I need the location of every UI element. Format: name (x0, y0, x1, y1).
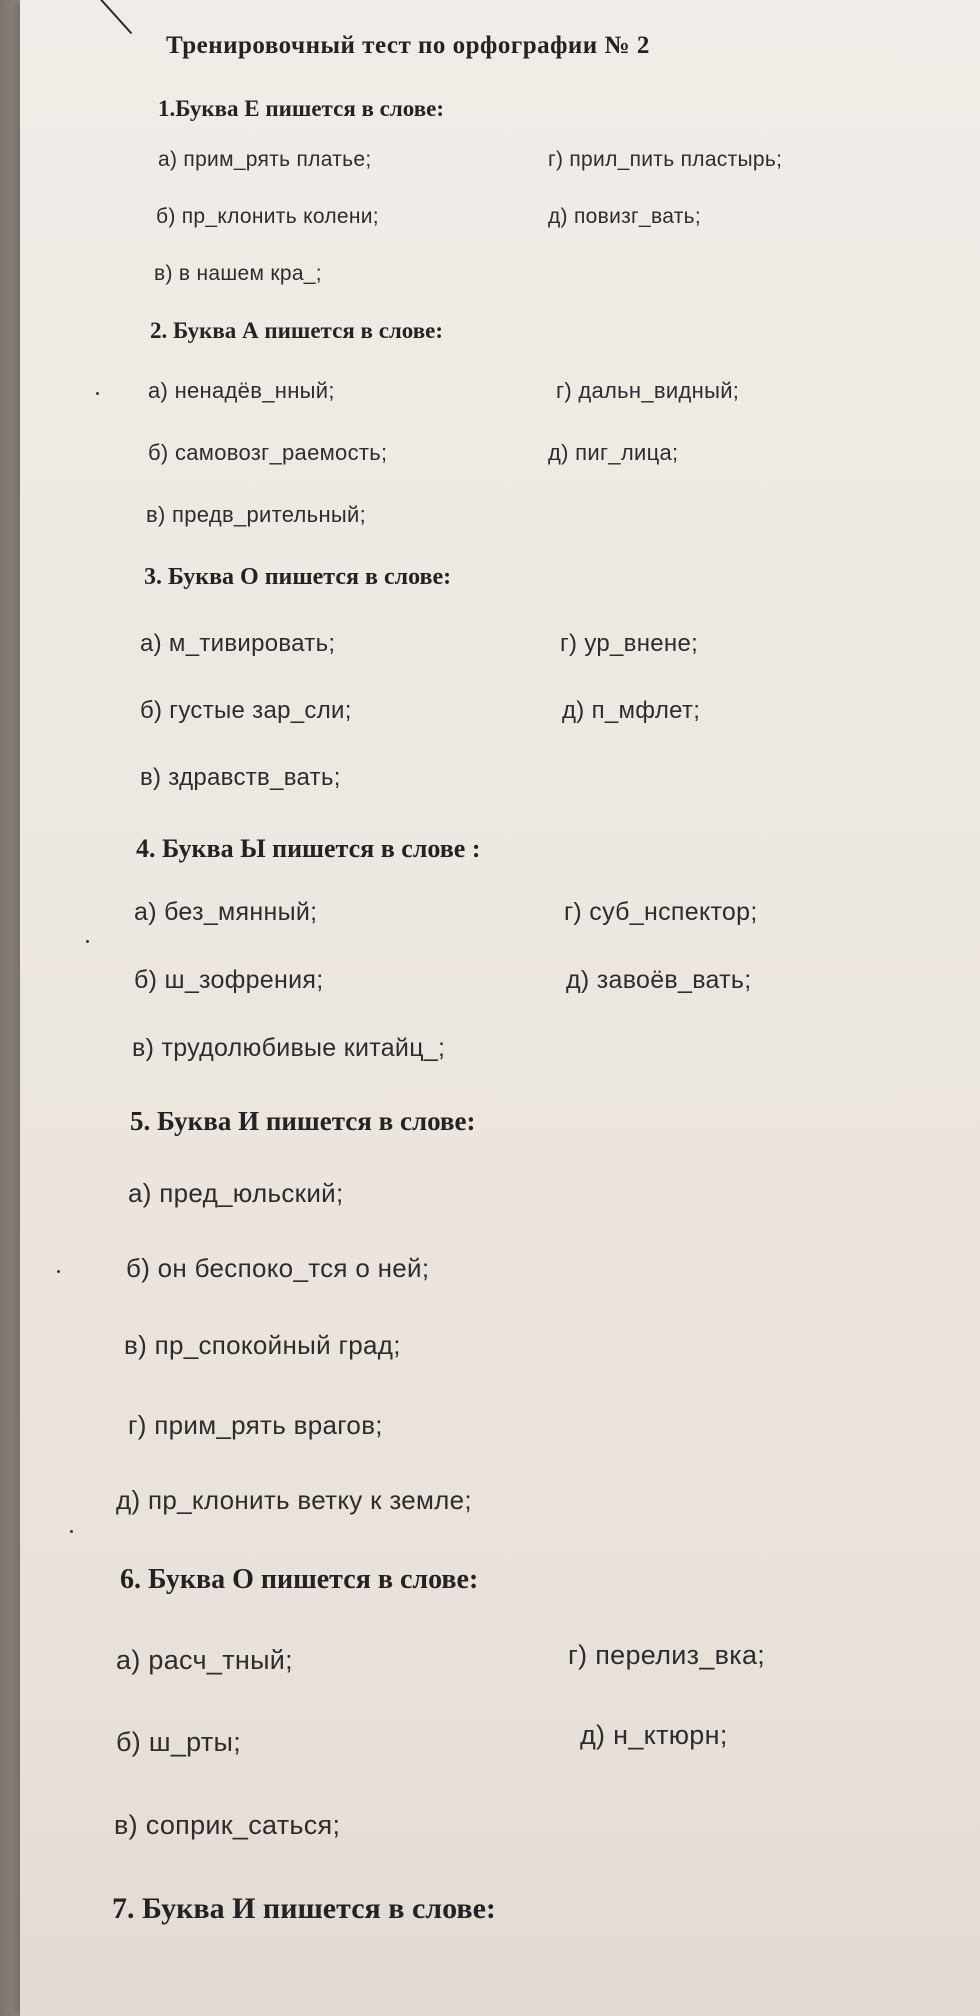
paper-sheet (20, 0, 980, 2016)
q2-option-g: г) дальн_видный; (556, 378, 740, 403)
q3-option-v: в) здравств_вать; (140, 764, 341, 791)
q6-option-a: а) расч_тный; (116, 1645, 293, 1675)
q1-option-v: в) в нашем кра_; (154, 262, 322, 285)
q4-option-b: б) ш_зофрения; (134, 966, 324, 994)
question-7-heading: 7. Буква И пишется в слове: (112, 1892, 496, 1925)
q1-option-d: д) повизг_вать; (548, 205, 702, 228)
q5-option-d: д) пр_клонить ветку к земле; (116, 1485, 472, 1515)
question-5-heading: 5. Буква И пишется в слове: (130, 1106, 476, 1136)
q2-option-v: в) предв_рительный; (146, 502, 367, 527)
question-2-heading: 2. Буква А пишется в слове: (150, 318, 444, 343)
q6-option-d: д) н_ктюрн; (580, 1720, 728, 1750)
question-1-heading: 1.Буква Е пишется в слове: (158, 96, 445, 121)
speck (96, 392, 99, 395)
q5-option-v: в) пр_спокойный град; (124, 1330, 401, 1360)
q3-option-a: а) м_тивировать; (140, 630, 336, 657)
q5-option-g: г) прим_рять врагов; (128, 1410, 383, 1440)
q1-option-g: г) прил_пить пластырь; (548, 148, 783, 171)
question-6-heading: 6. Буква О пишется в слове: (120, 1564, 479, 1595)
q3-option-d: д) п_мфлет; (562, 697, 701, 724)
q3-option-b: б) густые зар_сли; (140, 697, 352, 724)
q2-option-a: а) ненадёв_нный; (148, 378, 335, 403)
question-3-heading: 3. Буква О пишется в слове: (144, 564, 452, 590)
q6-option-v: в) соприк_саться; (114, 1810, 341, 1840)
q4-option-d: д) завоёв_вать; (566, 966, 752, 994)
q5-option-b: б) он беспоко_тся о ней; (126, 1253, 430, 1283)
q1-option-a: а) прим_рять платье; (158, 148, 372, 171)
q6-option-b: б) ш_рты; (116, 1727, 242, 1757)
q2-option-b: б) самовозг_раемость; (148, 440, 388, 465)
speck (57, 1270, 60, 1273)
speck (70, 1530, 73, 1533)
q4-option-g: г) суб_нспектор; (564, 898, 758, 926)
page-title: Тренировочный тест по орфографии № 2 (166, 32, 650, 59)
q4-option-a: а) без_мянный; (134, 898, 318, 926)
q4-option-v: в) трудолюбивые китайц_; (132, 1034, 446, 1062)
question-4-heading: 4. Буква Ы пишется в слове : (136, 834, 481, 863)
q3-option-g: г) ур_внене; (560, 630, 699, 657)
speck (86, 940, 89, 943)
q5-option-a: а) пред_юльский; (128, 1178, 344, 1208)
q2-option-d: д) пиг_лица; (548, 440, 679, 465)
q1-option-b: б) пр_клонить колени; (156, 205, 379, 228)
q6-option-g: г) перелиз_вка; (568, 1640, 766, 1670)
